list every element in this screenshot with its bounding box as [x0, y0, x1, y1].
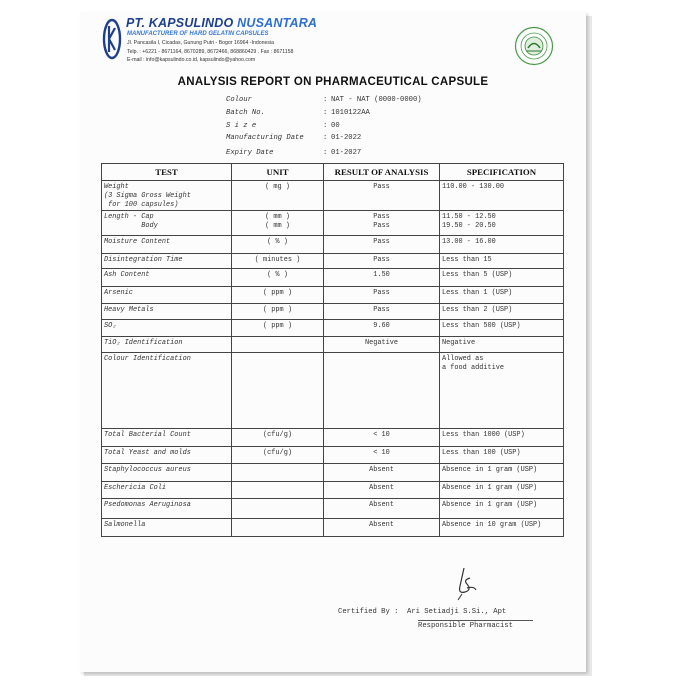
table-row	[102, 519, 564, 537]
table-row	[102, 181, 564, 211]
cell-unit	[232, 337, 324, 353]
company-address: Jl. Pancasila I, Cicadas, Gunung Putri - Bogor 16964 -Indonesia	[127, 40, 275, 46]
cell-result: Absent	[324, 499, 440, 519]
cell-test: Total Yeast and molds	[102, 447, 232, 464]
cell-specification: 110.00 - 130.00	[440, 181, 564, 211]
cell-unit: ( ppm )	[232, 287, 324, 304]
cell-unit	[232, 519, 324, 537]
header-unit: UNIT	[232, 164, 324, 181]
cell-specification: Allowed as a food additive	[440, 353, 564, 429]
header-test: TEST	[102, 164, 232, 181]
cell-result: 9.60	[324, 320, 440, 337]
meta-value: 01-2022	[331, 134, 362, 142]
certified-by-label: Certified By :	[338, 608, 399, 616]
company-phone: Telp. : +6221 - 8671164, 8670289, 8672466, 868860429 . Fax : 8671158	[127, 48, 294, 55]
cell-test: Eschericia Coli	[102, 482, 232, 499]
cell-test: Staphylococcus aureus	[102, 464, 232, 482]
cell-unit: ( ppm )	[232, 320, 324, 337]
meta-colon: :	[323, 149, 328, 157]
company-contact	[127, 39, 293, 65]
cell-unit: ( ppm )	[232, 304, 324, 320]
cell-test: Total Bacterial Count	[102, 429, 232, 447]
cell-result: Pass	[324, 254, 440, 269]
meta-label: Batch No.	[226, 109, 265, 117]
halal-seal-icon	[514, 26, 554, 66]
meta-label: Manufacturing Date	[226, 134, 304, 142]
cell-test: Ash Content	[102, 269, 232, 287]
header-specification: SPECIFICATION	[440, 164, 564, 181]
document-page	[80, 12, 586, 672]
meta-value: 1010122AA	[331, 109, 370, 117]
cell-test: Weight (3 Sigma Gross Weight for 100 capsules)	[102, 181, 232, 211]
cell-unit: ( minutes )	[232, 254, 324, 269]
cell-result: Pass	[324, 181, 440, 211]
cell-unit	[232, 464, 324, 482]
cell-unit	[232, 353, 324, 429]
cell-specification: Less than 5 (USP)	[440, 269, 564, 287]
analysis-table	[101, 163, 564, 537]
kapsulindo-logo-icon	[102, 18, 122, 60]
meta-colon: :	[323, 122, 328, 130]
cell-result: Pass	[324, 304, 440, 320]
cell-specification: Less than 1000 (USP)	[440, 429, 564, 447]
cell-specification: Less than 15	[440, 254, 564, 269]
cell-test: Arsenic	[102, 287, 232, 304]
cell-result: < 10	[324, 447, 440, 464]
cell-result: Pass	[324, 287, 440, 304]
cell-unit: ( mg )	[232, 181, 324, 211]
meta-label: Expiry Date	[226, 149, 274, 157]
table-row	[102, 287, 564, 304]
signer-role: Responsible Pharmacist	[418, 620, 533, 630]
meta-label: Colour	[226, 96, 252, 104]
cell-unit: ( mm ) ( mm )	[232, 211, 324, 236]
table-row	[102, 429, 564, 447]
signature-icon	[452, 564, 482, 602]
cell-test: Colour Identification	[102, 353, 232, 429]
cell-specification: Absence in 1 gram (USP)	[440, 482, 564, 499]
table-row	[102, 211, 564, 236]
table-row	[102, 499, 564, 519]
table-row	[102, 236, 564, 254]
table-row	[102, 482, 564, 499]
cell-specification: Negative	[440, 337, 564, 353]
table-row	[102, 464, 564, 482]
cell-result: Pass Pass	[324, 211, 440, 236]
table-row	[102, 337, 564, 353]
cell-result: Negative	[324, 337, 440, 353]
meta-value: 00	[331, 122, 340, 130]
cell-specification: Absence in 1 gram (USP)	[440, 464, 564, 482]
table-row	[102, 320, 564, 337]
cell-test: Psedomonas Aeruginosa	[102, 499, 232, 519]
cell-specification: 13.00 - 16.00	[440, 236, 564, 254]
cell-test: Moisture Content	[102, 236, 232, 254]
certified-by	[338, 608, 506, 616]
cell-unit	[232, 499, 324, 519]
cell-result: Absent	[324, 482, 440, 499]
cell-result: Pass	[324, 236, 440, 254]
cell-specification: Less than 100 (USP)	[440, 447, 564, 464]
cell-unit	[232, 482, 324, 499]
cell-result	[324, 353, 440, 429]
cell-specification: Absence in 10 gram (USP)	[440, 519, 564, 537]
meta-label: S i z e	[226, 122, 257, 130]
company-subtitle: MANUFACTURER OF HARD GELATIN CAPSULES	[127, 31, 269, 37]
company-email: E-mail : info@kapsulindo.co.id, kapsulindo@yahoo.com	[127, 57, 256, 63]
meta-value: 01-2027	[331, 149, 362, 157]
cell-test: Salmonella	[102, 519, 232, 537]
signer-name: Ari Setiadji S.Si., Apt	[407, 608, 507, 616]
table-row	[102, 447, 564, 464]
cell-specification: 11.50 - 12.50 19.50 - 20.50	[440, 211, 564, 236]
table-header-row	[102, 164, 564, 181]
cell-unit: ( % )	[232, 269, 324, 287]
cell-result: Absent	[324, 519, 440, 537]
table-row	[102, 269, 564, 287]
cell-result: 1.50	[324, 269, 440, 287]
table-row	[102, 304, 564, 320]
cell-test: Disintegration Time	[102, 254, 232, 269]
cell-unit: ( % )	[232, 236, 324, 254]
company-name: PT. KAPSULINDO NUSANTARA	[126, 16, 318, 30]
cell-test: TiO₂ Identification	[102, 337, 232, 353]
cell-unit: (cfu/g)	[232, 429, 324, 447]
cell-specification: Absence in 1 gram (USP)	[440, 499, 564, 519]
cell-test: Length - Cap Body	[102, 211, 232, 236]
cell-specification: Less than 500 (USP)	[440, 320, 564, 337]
cell-unit: (cfu/g)	[232, 447, 324, 464]
table-row	[102, 254, 564, 269]
cell-specification: Less than 2 (USP)	[440, 304, 564, 320]
cell-result: < 10	[324, 429, 440, 447]
meta-colon: :	[323, 134, 328, 142]
report-title: ANALYSIS REPORT ON PHARMACEUTICAL CAPSULE	[177, 76, 489, 88]
cell-specification: Less than 1 (USP)	[440, 287, 564, 304]
meta-colon: :	[323, 109, 328, 117]
table-body	[102, 181, 564, 537]
cell-result: Absent	[324, 464, 440, 482]
meta-value: NAT - NAT (0000-0000)	[331, 96, 422, 104]
cell-test: Heavy Metals	[102, 304, 232, 320]
cell-test: SO₂	[102, 320, 232, 337]
header-result: RESULT OF ANALYSIS	[324, 164, 440, 181]
table-row	[102, 353, 564, 429]
meta-colon: :	[323, 96, 328, 104]
